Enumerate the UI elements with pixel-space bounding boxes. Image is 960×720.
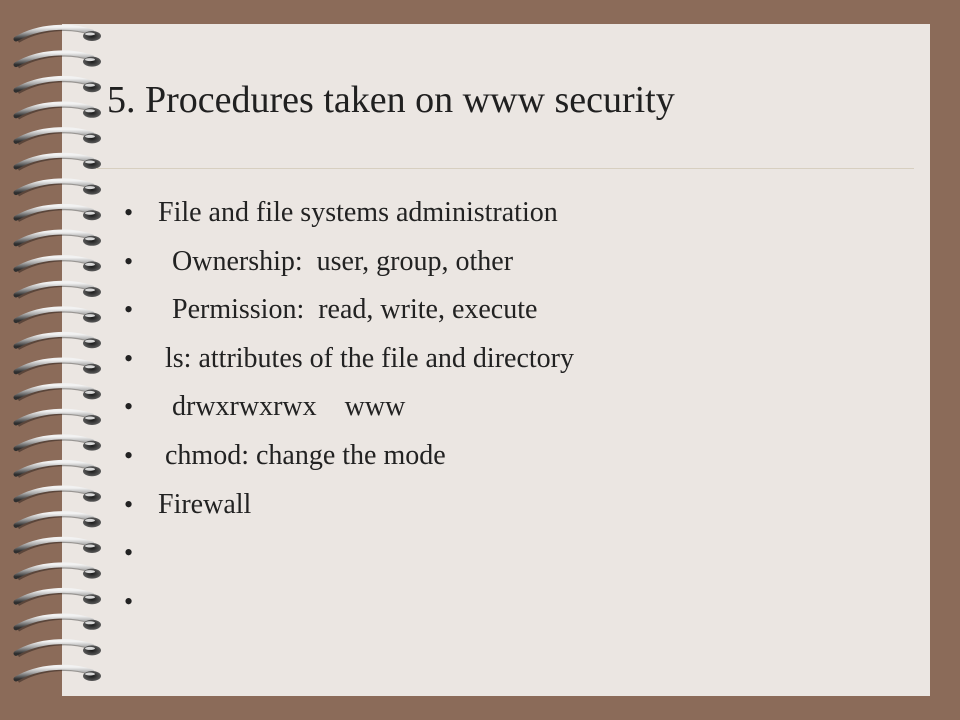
spiral-ring <box>16 488 101 502</box>
spiral-ring <box>16 232 101 246</box>
bullet-text: Permission: read, write, execute <box>158 294 538 326</box>
bullet-text: ls: attributes of the file and directory <box>158 342 574 374</box>
bullet-marker: • <box>124 295 134 325</box>
spiral-ring <box>16 642 101 656</box>
spiral-ring <box>16 411 101 425</box>
spiral-ring <box>16 590 101 604</box>
bullet-marker: • <box>124 489 134 519</box>
spiral-ring <box>16 283 101 297</box>
spiral-ring <box>16 53 101 67</box>
spiral-ring <box>16 258 101 272</box>
spiral-ring <box>16 539 101 553</box>
spiral-ring <box>16 360 101 374</box>
spiral-ring <box>16 667 101 681</box>
spiral-ring <box>16 181 101 195</box>
spiral-ring <box>16 386 101 400</box>
bullet-text: chmod: change the mode <box>158 439 446 471</box>
spiral-ring <box>16 155 101 169</box>
spiral-ring <box>16 27 101 41</box>
spiral-ring <box>16 130 101 144</box>
spiral-ring <box>16 514 101 528</box>
spiral-ring <box>16 309 101 323</box>
bullet-text: Ownership: user, group, other <box>158 245 514 277</box>
bullet-text: drwxrwxrwx www <box>158 391 406 423</box>
bullet-marker: • <box>124 198 134 227</box>
bullet-text: Firewall <box>158 488 252 520</box>
spiral-ring <box>16 206 101 220</box>
spiral-ring <box>16 565 101 579</box>
title-divider <box>96 168 914 169</box>
bullet-marker: • <box>124 538 134 568</box>
bullet-marker: • <box>124 246 134 276</box>
spiral-ring <box>16 334 101 348</box>
spiral-ring <box>16 462 101 476</box>
bullet-marker: • <box>124 440 134 470</box>
bullet-text: File and file systems administration <box>158 197 558 228</box>
bullet-marker: • <box>124 392 134 422</box>
spiral-ring <box>16 104 101 118</box>
spiral-ring <box>16 78 101 92</box>
bullet-marker: • <box>124 343 134 373</box>
spiral-ring <box>16 437 101 451</box>
bullet-marker: • <box>124 586 134 616</box>
slide-title: 5. Procedures taken on www security <box>107 79 675 121</box>
spiral-ring <box>16 616 101 630</box>
